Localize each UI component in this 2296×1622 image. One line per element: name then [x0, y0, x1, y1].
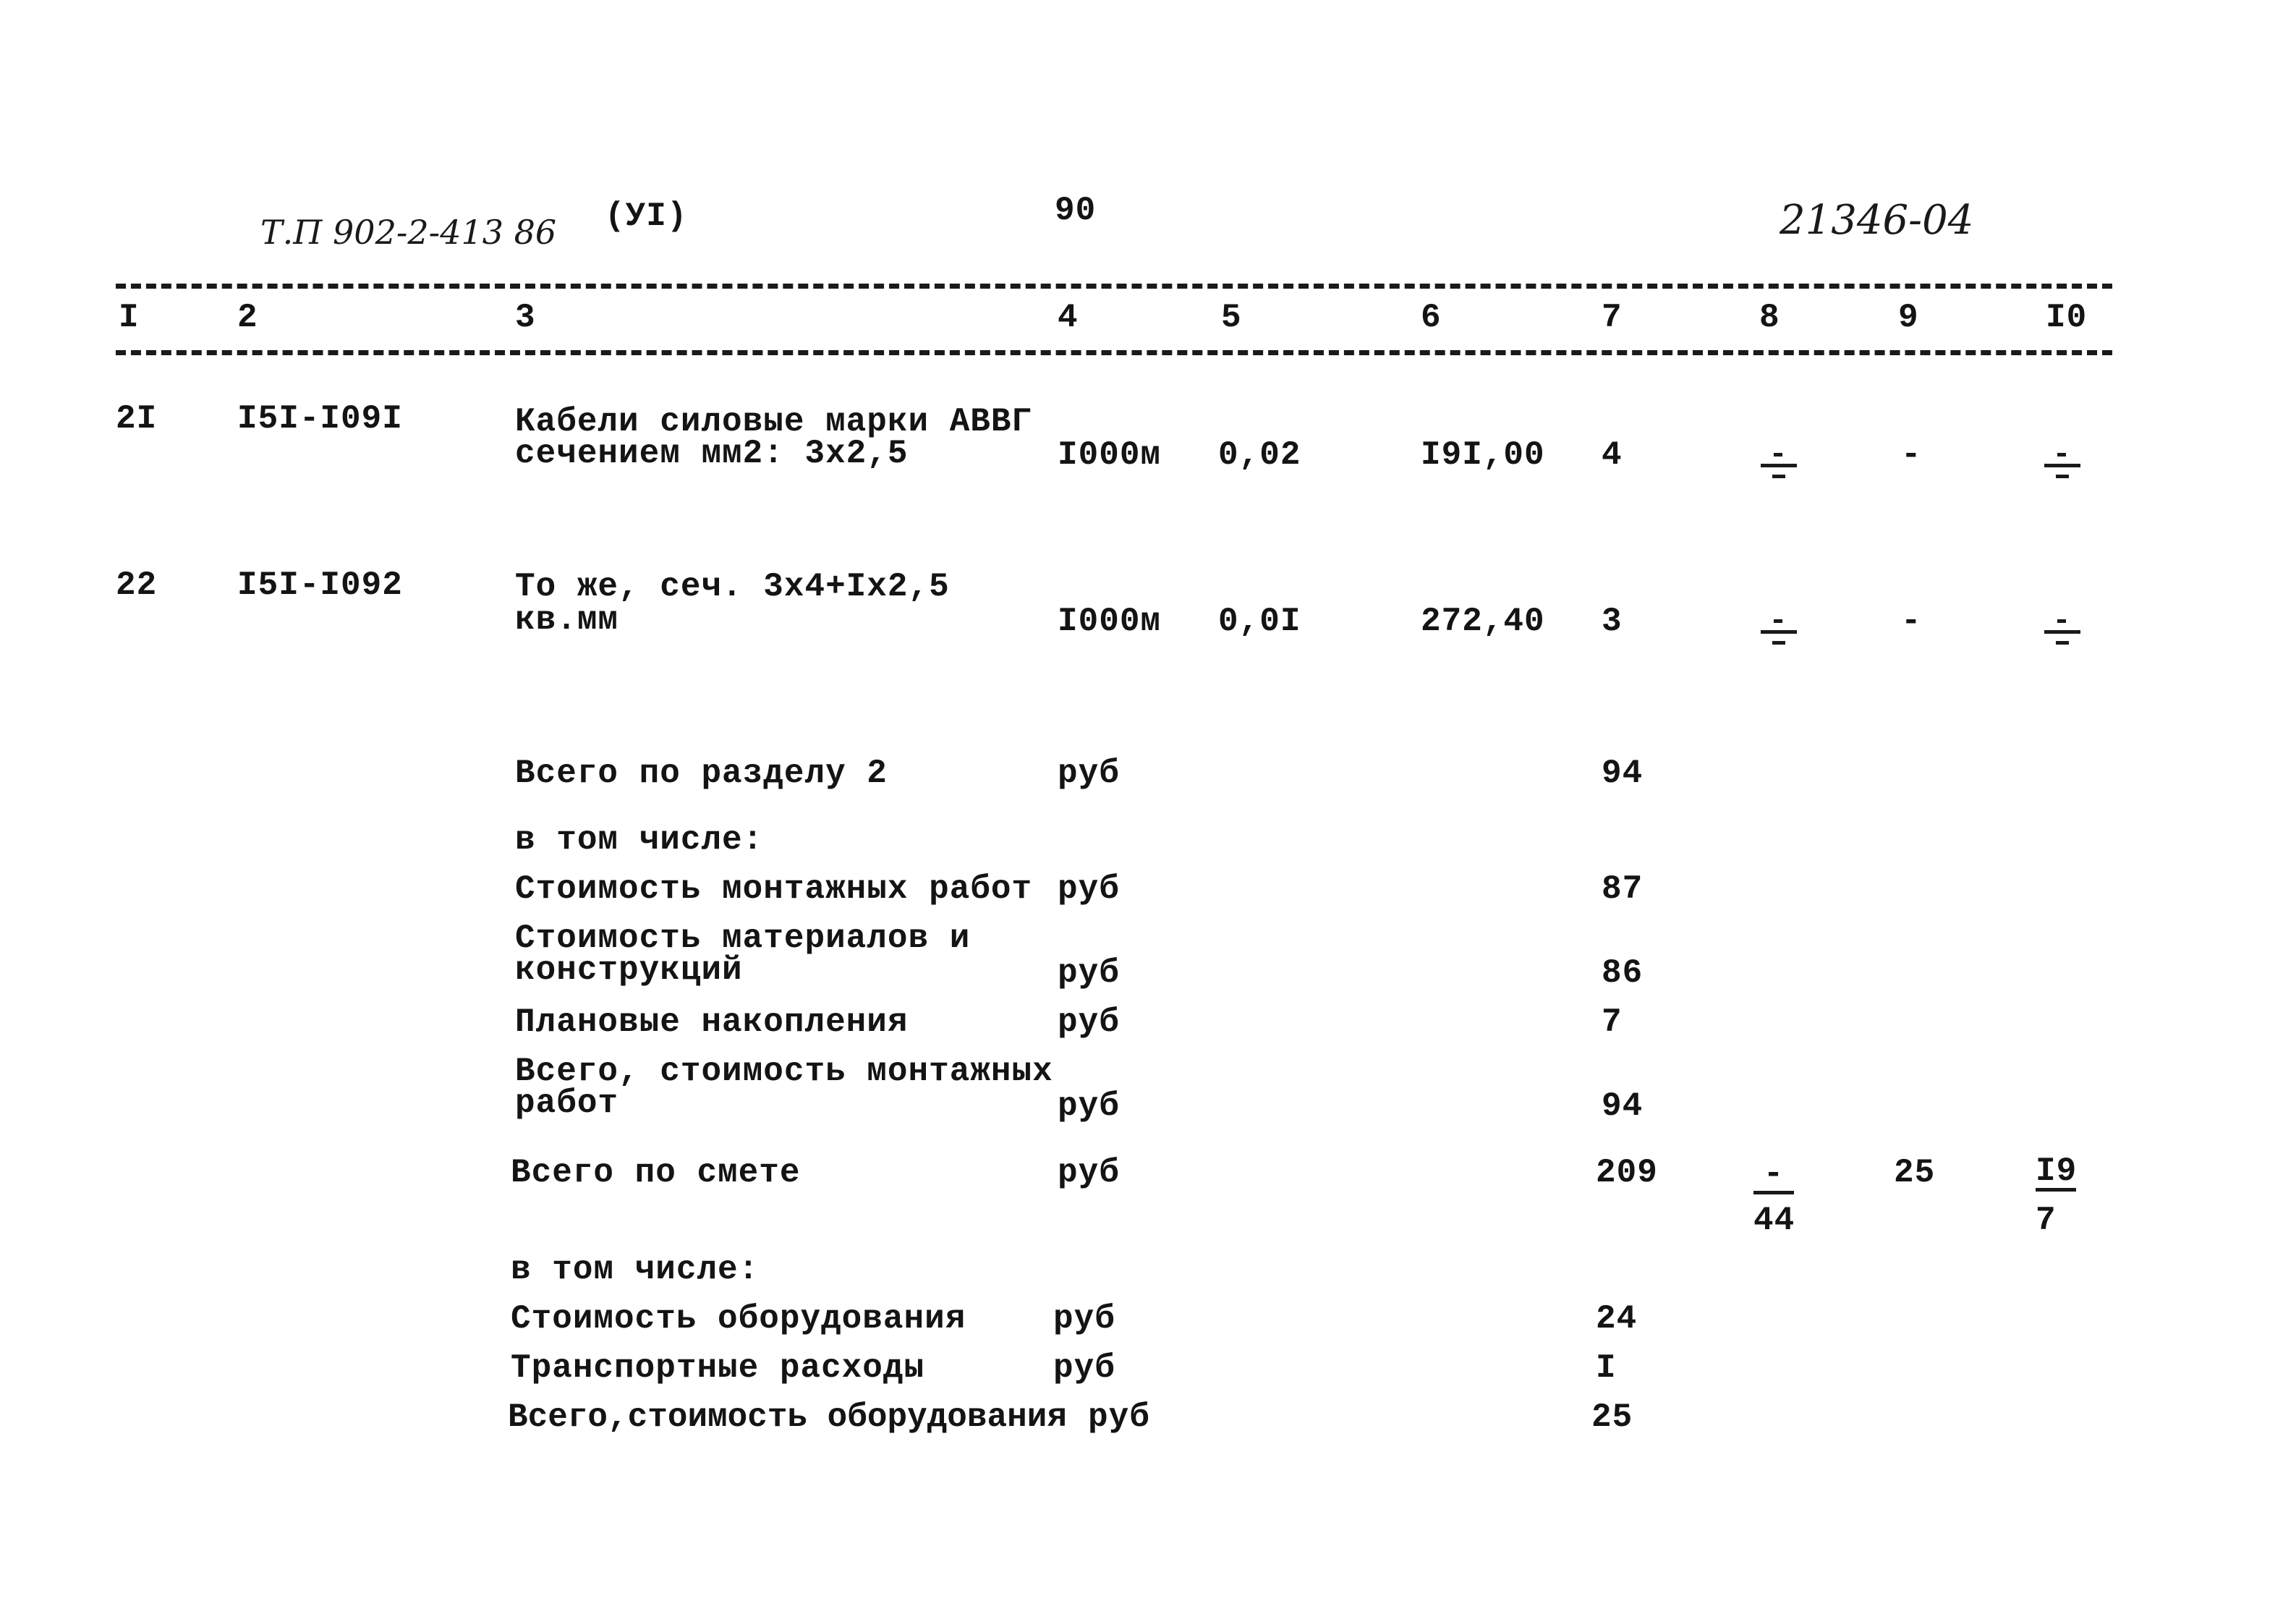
item-price: I9I,00	[1421, 436, 1545, 474]
estimate-col10-top: I9	[2036, 1152, 2078, 1190]
planned-savings-unit: руб	[1058, 1003, 1120, 1041]
transport-value: I	[1596, 1349, 1617, 1387]
estimate-total-value: 209	[1596, 1154, 1658, 1192]
column-header-7: 7	[1602, 299, 1623, 336]
item-col9: -	[1901, 436, 1922, 474]
equipment-cost-value: 24	[1596, 1300, 1638, 1338]
transport-unit: руб	[1053, 1349, 1115, 1387]
estimate-total-unit: руб	[1058, 1154, 1120, 1192]
ditto-mark	[1761, 451, 1797, 480]
equipment-total-value: 25	[1591, 1398, 1633, 1436]
estimate-total-label: Всего по смете	[511, 1154, 801, 1192]
install-total-label-line2: работ	[515, 1084, 619, 1122]
column-header-2: 2	[237, 299, 258, 336]
install-total-label-line1: Всего, стоимость монтажных	[515, 1053, 1053, 1090]
item-price: 272,40	[1421, 603, 1545, 640]
header-top-rule	[116, 284, 2112, 289]
item-unit: I000м	[1058, 436, 1162, 474]
section-total-value: 94	[1602, 755, 1644, 792]
item-name-line1: То же, сеч. 3х4+Iх2,5	[515, 568, 950, 606]
materials-cost-value: 86	[1602, 954, 1644, 992]
estimate-col8-top: -	[1753, 1158, 1794, 1194]
item-total: 4	[1602, 436, 1623, 474]
item-code: I5I-I092	[237, 566, 403, 604]
page-number: 90	[1055, 192, 1097, 229]
install-cost-label: Стоимость монтажных работ	[515, 870, 1033, 908]
column-header-9: 9	[1898, 299, 1919, 336]
column-header-4: 4	[1058, 299, 1079, 336]
project-reference: Т.П 902-2-413 86	[260, 213, 557, 252]
ditto-mark	[2044, 451, 2080, 480]
column-header-10: I0	[2046, 299, 2088, 336]
planned-savings-label: Плановые накопления	[515, 1003, 909, 1041]
row-number: 2I	[116, 400, 158, 438]
item-name-line2: сечением мм2: 3х2,5	[515, 435, 909, 472]
equipment-total-unit: руб	[1088, 1398, 1150, 1436]
section-total-unit: руб	[1058, 755, 1120, 792]
estimate-col8-bottom: 44	[1753, 1202, 1795, 1239]
install-total-unit: руб	[1058, 1087, 1120, 1125]
row-number: 22	[116, 566, 158, 604]
item-quantity: 0,02	[1218, 436, 1301, 474]
header-bottom-rule	[116, 350, 2112, 355]
column-header-3: 3	[515, 299, 536, 336]
column-header-5: 5	[1221, 299, 1242, 336]
materials-cost-label-line1: Стоимость материалов и	[515, 920, 971, 957]
materials-cost-unit: руб	[1058, 954, 1120, 992]
estimate-col10-bottom: 7	[2036, 1202, 2057, 1239]
document-code: 21346-04	[1780, 197, 1974, 244]
item-name-line1: Кабели силовые марки АВВГ	[515, 403, 1033, 441]
install-cost-unit: руб	[1058, 870, 1120, 908]
section-total-label: Всего по разделу 2	[515, 755, 888, 792]
item-name-line2: кв.мм	[515, 601, 619, 639]
transport-label: Транспортные расходы	[511, 1349, 925, 1387]
equipment-cost-label: Стоимость оборудования	[511, 1300, 966, 1338]
column-header-6: 6	[1421, 299, 1442, 336]
item-total: 3	[1602, 603, 1623, 640]
including-label: в том числе:	[511, 1251, 760, 1288]
ditto-mark	[2044, 618, 2080, 647]
install-cost-value: 87	[1602, 870, 1644, 908]
item-quantity: 0,0I	[1218, 603, 1301, 640]
item-unit: I000м	[1058, 603, 1162, 640]
equipment-cost-unit: руб	[1053, 1300, 1115, 1338]
materials-cost-label-line2: конструкций	[515, 951, 743, 989]
including-label: в том числе:	[515, 821, 764, 859]
planned-savings-value: 7	[1602, 1003, 1623, 1041]
item-col9: -	[1901, 603, 1922, 640]
install-total-value: 94	[1602, 1087, 1644, 1125]
item-code: I5I-I09I	[237, 400, 403, 438]
estimate-col9: 25	[1894, 1154, 1936, 1192]
ditto-mark	[1761, 618, 1797, 647]
equipment-total-label: Всего,стоимость оборудования	[508, 1398, 1067, 1436]
column-header-1: I	[119, 299, 140, 336]
part-number: (УI)	[605, 198, 688, 235]
column-header-8: 8	[1759, 299, 1780, 336]
